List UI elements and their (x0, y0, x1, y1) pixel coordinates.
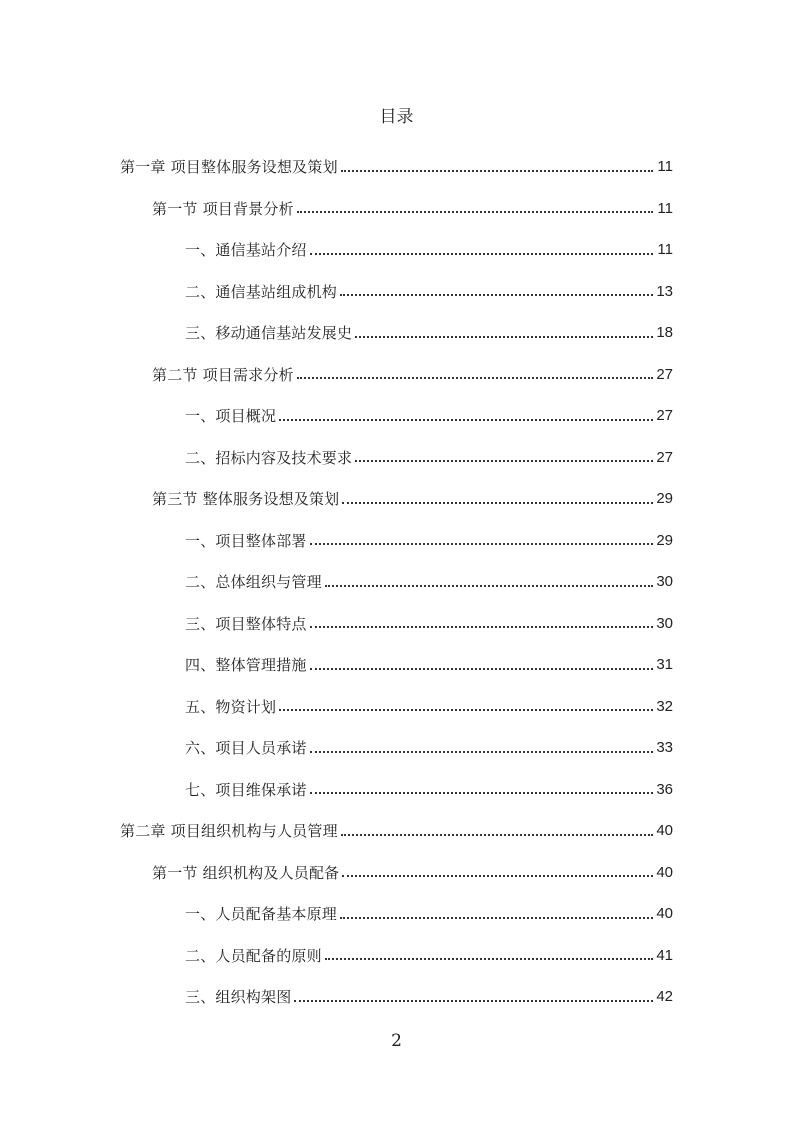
toc-entry-page: 40 (656, 905, 673, 923)
toc-entry-page: 32 (656, 697, 673, 715)
toc-entry-text: 三、移动通信基站发展史 (185, 324, 353, 343)
dot-leader (340, 282, 653, 300)
dot-leader (310, 241, 653, 259)
toc-entry-text: 一、项目整体部署 (185, 531, 307, 550)
toc-entry-section[interactable] (0, 852, 793, 894)
dot-leader (310, 614, 653, 632)
dot-leader (355, 448, 653, 466)
toc-entry-page: 29 (656, 490, 673, 508)
toc-entry-subsection[interactable] (0, 395, 793, 437)
dot-leader (310, 739, 653, 757)
toc-entry-text: 一、人员配备基本原理 (185, 905, 338, 924)
toc-entry-text: 一、通信基站介绍 (185, 241, 307, 260)
toc-entry-page: 13 (656, 282, 673, 300)
toc-entry-text: 四、整体管理措施 (185, 656, 307, 675)
dot-leader (310, 780, 653, 798)
toc-entry-page: 41 (656, 946, 673, 964)
dot-leader (297, 365, 653, 383)
toc-entry-subsection[interactable] (0, 520, 793, 562)
dot-leader (340, 905, 653, 923)
toc-title: 目录 (379, 107, 414, 127)
toc-entry-subsection[interactable] (0, 727, 793, 769)
toc-entry-text: 第一节 组织机构及人员配备 (152, 863, 340, 882)
dot-leader (342, 490, 653, 508)
toc-entry-text: 第二节 项目需求分析 (152, 365, 294, 384)
toc-entry-text: 五、物资计划 (185, 697, 277, 716)
toc-entry-page: 11 (657, 241, 673, 259)
toc-entry-subsection[interactable] (0, 686, 793, 728)
toc-entry-text: 二、人员配备的原则 (185, 946, 322, 965)
toc-entry-page: 27 (656, 365, 673, 383)
toc-entry-page: 18 (656, 324, 673, 342)
toc-entry-text: 第三节 整体服务设想及策划 (152, 490, 340, 509)
toc-entry-text: 二、招标内容及技术要求 (185, 448, 353, 467)
toc-entry-text: 三、项目整体特点 (185, 614, 307, 633)
toc-entry-text: 第一节 项目背景分析 (152, 199, 294, 218)
dot-leader (355, 324, 653, 342)
dot-leader (279, 697, 653, 715)
dot-leader (294, 988, 653, 1006)
toc-entry-page: 30 (656, 573, 673, 591)
dot-leader (342, 863, 653, 881)
toc-entry-subsection[interactable] (0, 561, 793, 603)
table-of-contents (0, 146, 793, 1018)
toc-entry-subsection[interactable] (0, 935, 793, 977)
toc-entry-page: 29 (656, 531, 673, 549)
toc-entry-section[interactable] (0, 354, 793, 396)
dot-leader (310, 656, 653, 674)
dot-leader (341, 822, 653, 840)
toc-entry-text: 第一章 项目整体服务设想及策划 (120, 158, 338, 177)
toc-entry-subsection[interactable] (0, 976, 793, 1018)
toc-entry-page: 36 (656, 780, 673, 798)
dot-leader (341, 158, 653, 176)
dot-leader (325, 946, 653, 964)
toc-entry-page: 30 (656, 614, 673, 632)
toc-entry-subsection[interactable] (0, 769, 793, 811)
toc-entry-subsection[interactable] (0, 229, 793, 271)
toc-entry-text: 二、通信基站组成机构 (185, 282, 338, 301)
toc-entry-section[interactable] (0, 188, 793, 230)
toc-entry-page: 27 (656, 448, 673, 466)
toc-entry-text: 六、项目人员承诺 (185, 739, 307, 758)
toc-entry-page: 11 (657, 199, 673, 217)
toc-entry-text: 二、总体组织与管理 (185, 573, 322, 592)
toc-entry-page: 40 (656, 863, 673, 881)
toc-entry-page: 42 (656, 988, 673, 1006)
page-number: 2 (391, 1031, 402, 1051)
toc-entry-subsection[interactable] (0, 271, 793, 313)
toc-entry-page: 11 (657, 158, 673, 176)
toc-entry-page: 40 (656, 822, 673, 840)
toc-entry-text: 三、组织构架图 (185, 988, 292, 1007)
toc-entry-page: 33 (656, 739, 673, 757)
toc-entry-text: 第二章 项目组织机构与人员管理 (120, 822, 338, 841)
dot-leader (297, 199, 653, 217)
toc-entry-chapter[interactable] (0, 146, 793, 188)
toc-entry-subsection[interactable] (0, 603, 793, 645)
dot-leader (279, 407, 653, 425)
toc-entry-text: 七、项目维保承诺 (185, 780, 307, 799)
toc-entry-page: 31 (656, 656, 673, 674)
toc-entry-subsection[interactable] (0, 893, 793, 935)
toc-entry-subsection[interactable] (0, 644, 793, 686)
toc-entry-subsection[interactable] (0, 437, 793, 479)
toc-entry-chapter[interactable] (0, 810, 793, 852)
dot-leader (310, 531, 653, 549)
dot-leader (325, 573, 653, 591)
toc-entry-subsection[interactable] (0, 312, 793, 354)
toc-entry-section[interactable] (0, 478, 793, 520)
toc-entry-page: 27 (656, 407, 673, 425)
toc-entry-text: 一、项目概况 (185, 407, 277, 426)
